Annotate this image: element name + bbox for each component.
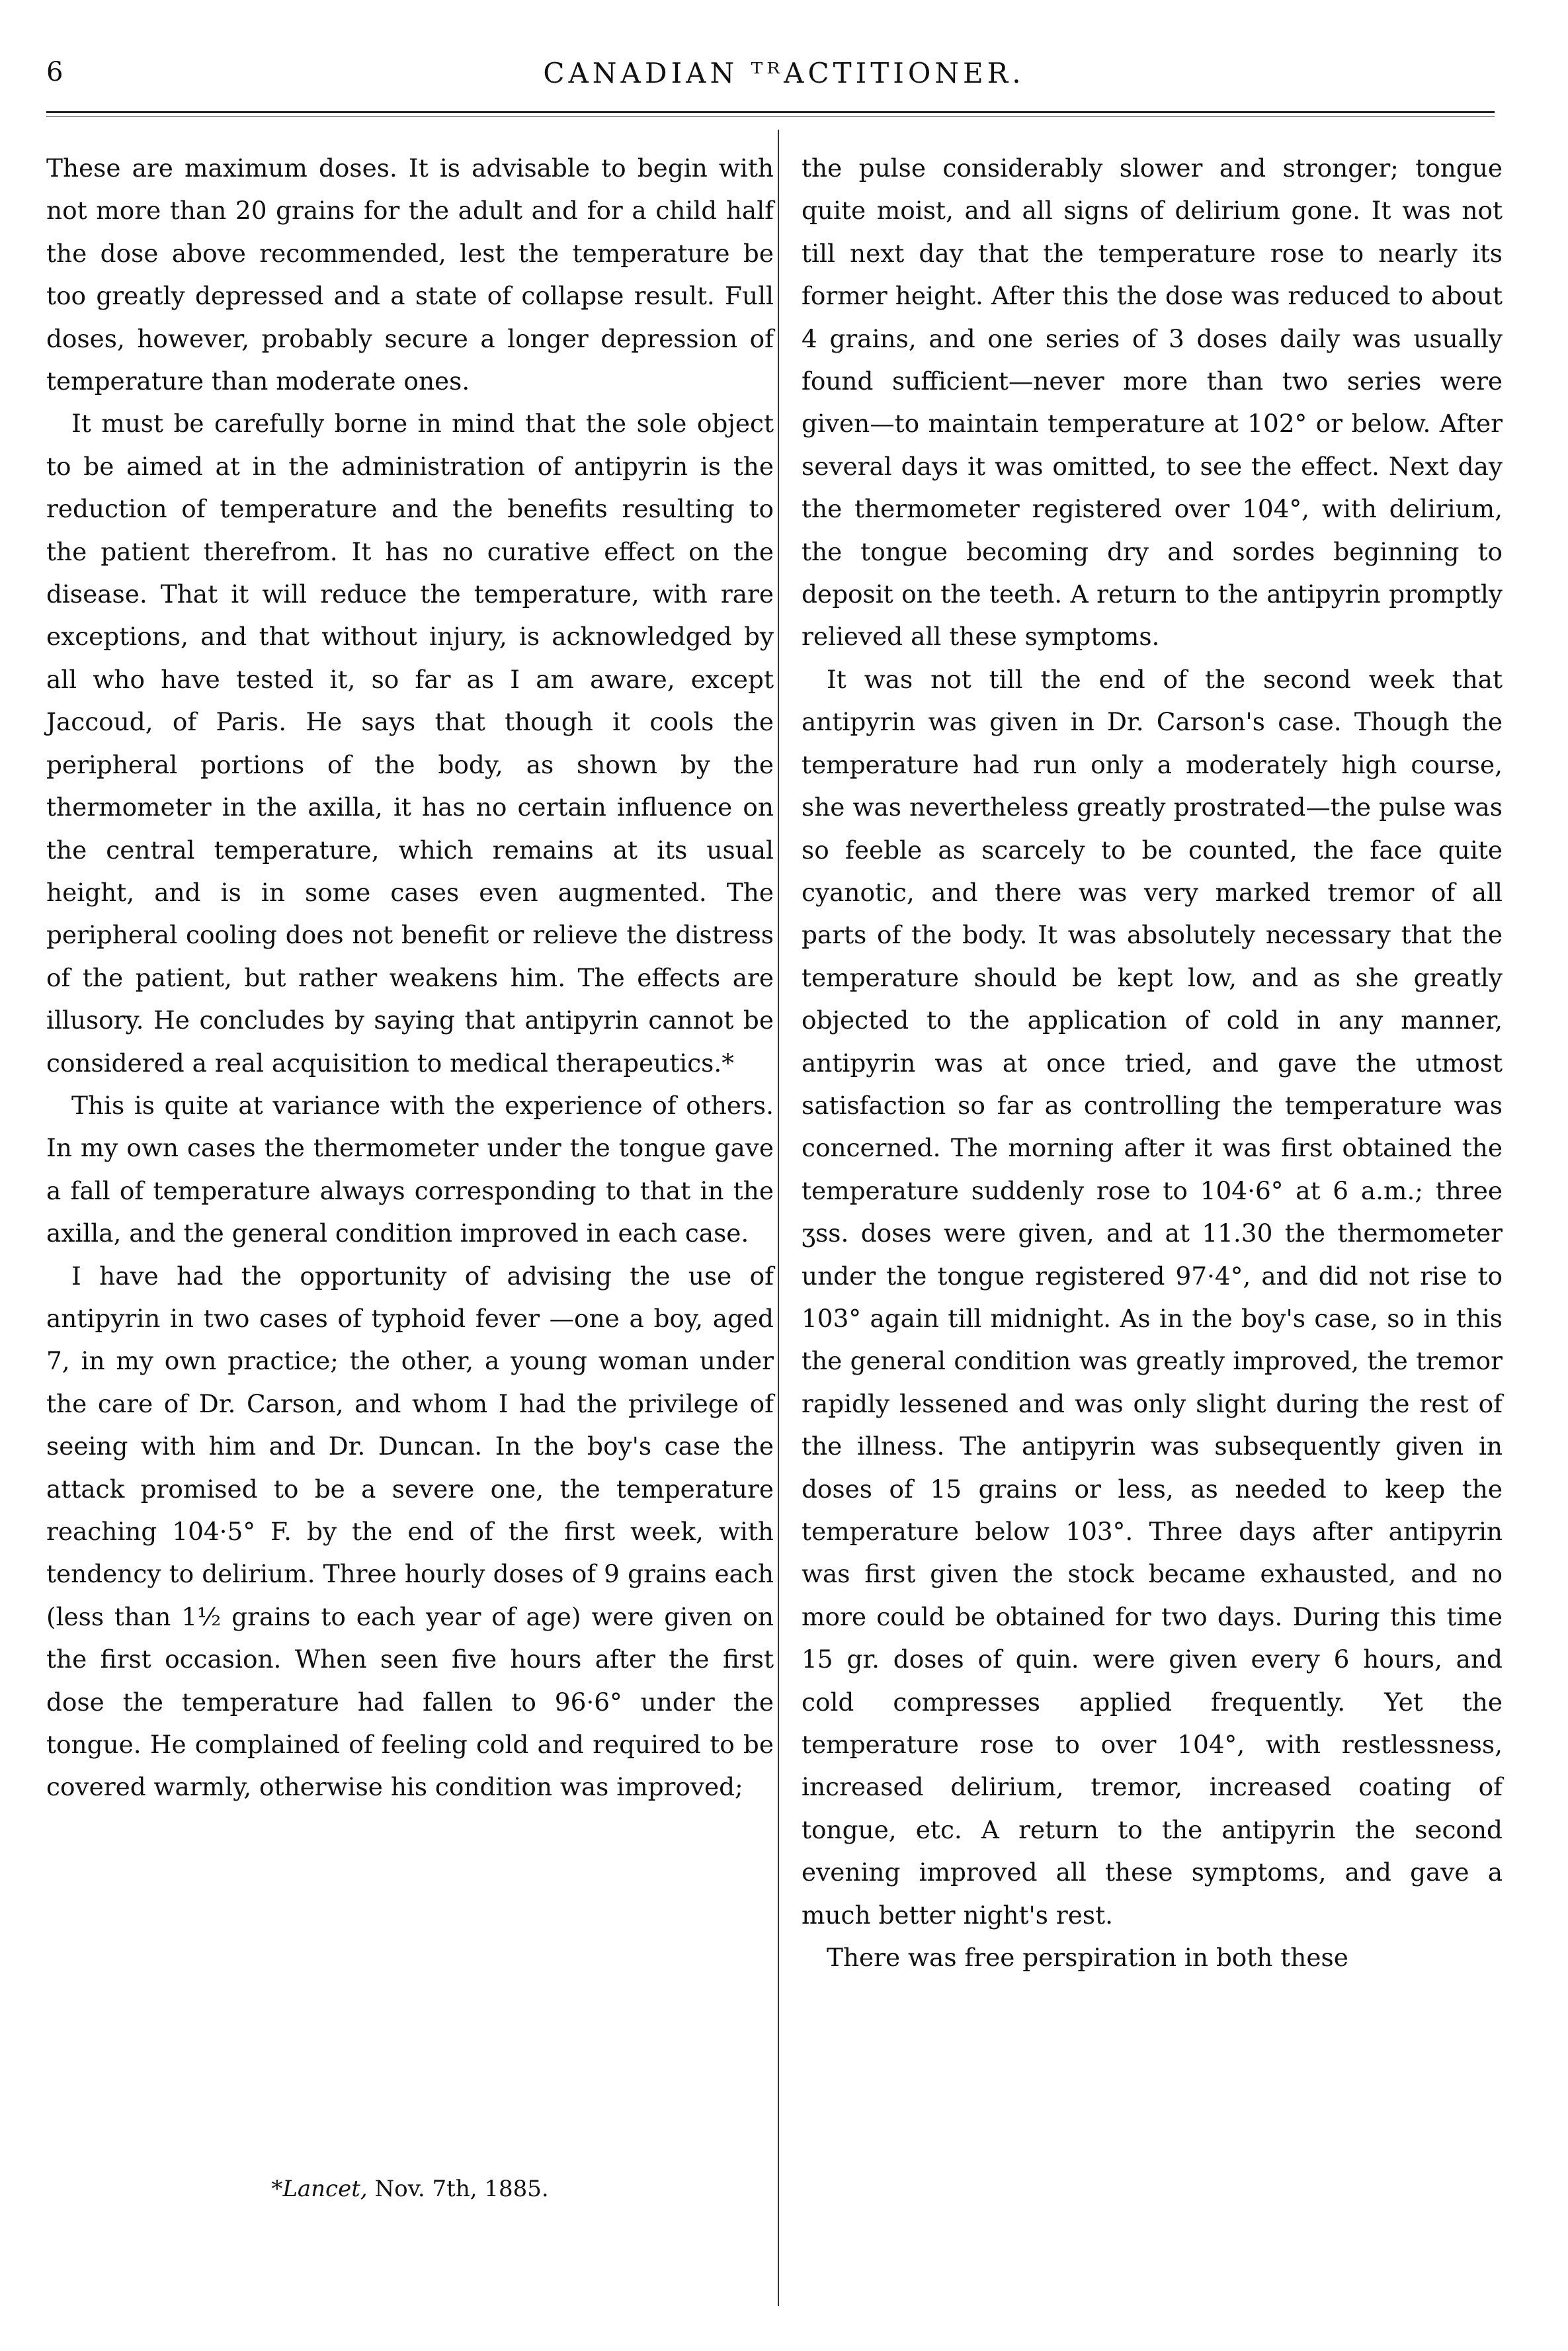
footnote (46, 2172, 774, 2205)
right-paragraph-1: the pulse considerably slower and stronger; tongue quite moist, and all signs of delirium gone. It was not till next day that the temperature rose to nearly its former height. After this the dose was reduced to about 4 grains, and one series of 3 doses daily was usually found sufficient—never more than two series were given—to maintain temperature at 102° or below. After several days it was omitted, to see the effect. Next day the thermometer registered over 104°, with delirium, the tongue becoming dry and sordes beginning to deposit on the teeth. A return to the antipyrin promptly relieved all these symptoms. (802, 153, 1503, 652)
footnote-journal: Lancet, (282, 2176, 368, 2202)
header-rule-thin (46, 116, 1495, 117)
running-title: CANADIAN ᵀᴿACTITIONER. (543, 57, 1025, 89)
left-paragraph-4: I have had the opportunity of advising the use of antipyrin in two cases of typhoid fever —one a boy, aged 7, in my own practice; the other, a young woman under the care of Dr. Carson, and whom I had the privilege of seeing with him and Dr. Duncan. In the boy's case the attack promised to be a severe one, the temperature reaching 104·5° F. by the end of the first week, with tendency to delirium. Three hourly doses of 9 grains each (less than 1½ grains to each year of age) were given on the first occasion. When seen five hours after the first dose the temperature had fallen to 96·6° under the tongue. He complained of feeling cold and required to be covered warmly, otherwise his condition was improved; (46, 1261, 774, 1802)
right-column (802, 147, 1503, 1979)
footnote-marker: * (271, 2176, 283, 2202)
left-column (46, 147, 774, 1809)
left-paragraph-2: It must be carefully borne in mind that the sole object to be aimed at in the administration of antipyrin is the reduction of temperature and the benefits resulting to the patient therefrom. It has no curative effect on the disease. That it will reduce the temperature, with rare exceptions, and that without injury, is acknowledged by all who have tested it, so far as I am aware, except Jaccoud, of Paris. He says that though it cools the peripheral portions of the body, as shown by the thermometer in the axilla, it has no certain influence on the central temperature, which remains at its usual height, and is in some cases even augmented. The peripheral cooling does not benefit or relieve the distress of the patient, but rather weakens him. The effects are illusory. He concludes by saying that antipyrin cannot be considered a real acquisition to medical therapeutics.* (46, 409, 774, 1078)
left-paragraph-1: These are maximum doses. It is advisable to begin with not more than 20 grains for the adult and for a child half the dose above recommended, lest the temperature be too greatly depressed and a state of collapse result. Full doses, however, probably secure a longer depression of temperature than moderate ones. (46, 153, 774, 396)
header-rule (46, 111, 1495, 113)
column-divider (778, 130, 779, 2306)
left-paragraph-3: This is quite at variance with the experience of others. In my own cases the thermometer under the tongue gave a fall of temperature always corresponding to that in the axilla, and the general condition improved in each case. (46, 1090, 774, 1248)
right-paragraph-3: There was free perspiration in both these (827, 1943, 1348, 1973)
page-number: 6 (46, 57, 64, 87)
right-paragraph-2: It was not till the end of the second week that antipyrin was given in Dr. Carson's case. Though the temperature had run only a moderately high course, she was nevertheless greatly prostrated—the pulse was so feeble as scarcely to be counted, the face quite cyanotic, and there was very marked tremor of all parts of the body. It was absolutely necessary that the temperature should be kept low, and as she greatly objected to the application of cold in any manner, antipyrin was at once tried, and gave the utmost satisfaction so far as controlling the temperature was concerned. The morning after it was first obtained the temperature suddenly rose to 104·6° at 6 a.m.; three ʒss. doses were given, and at 11.30 the thermometer under the tongue registered 97·4°, and did not rise to 103° again till midnight. As in the boy's case, so in this the general condition was greatly improved, the tremor rapidly lessened and was only slight during the rest of the illness. The antipyrin was subsequently given in doses of 15 grains or less, as needed to keep the temperature below 103°. Three days after antipyrin was first given the stock became exhausted, and no more could be obtained for two days. During this time 15 gr. doses of quin. were given every 6 hours, and cold compresses applied frequently. Yet the temperature rose to over 104°, with restlessness, increased delirium, tremor, increased coating of tongue, etc. A return to the antipyrin the second evening improved all these symptoms, and gave a much better night's rest. (802, 664, 1503, 1930)
footnote-date: Nov. 7th, 1885. (367, 2176, 549, 2202)
